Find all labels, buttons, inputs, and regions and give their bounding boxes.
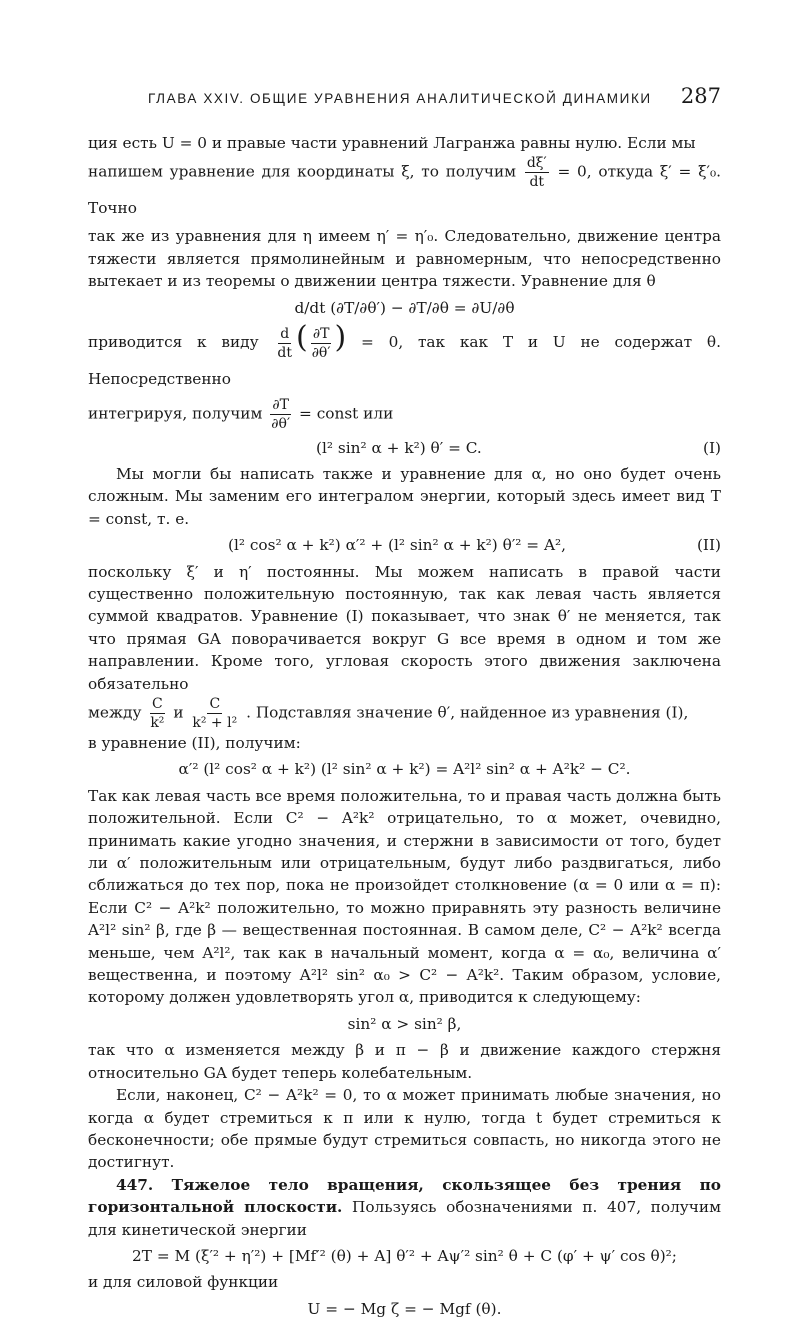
equation-force-function — [88, 1298, 721, 1320]
paragraph-8 — [88, 1174, 721, 1241]
equation-theta-lagrange — [88, 297, 721, 319]
paragraph-4-last: в уравнение (II), получим: — [88, 734, 301, 752]
text-fragment: = 0, откуда ξ′ = ξ′₀. Точно — [88, 162, 722, 218]
equation-inequality — [88, 1013, 721, 1035]
fraction-denominator: k² — [150, 715, 165, 731]
text-fragment: Пользуясь обозначениями п. 407, получим для кинетической энергии — [88, 1198, 721, 1239]
equation-III — [88, 758, 721, 780]
fraction-denominator: k² + l² — [192, 715, 238, 731]
fraction-numerator: C — [209, 696, 221, 712]
paragraph-6: так что α изменяется между β и π − β и движение каждого стержня относительно GA будет теперь колебательным. — [88, 1041, 721, 1082]
equation-text: α′² (l² cos² α + k²) (l² sin² α + k²) = A²l² sin² α + A²k² − C². — [178, 760, 631, 779]
equation-text: d/dt (∂T/∂θ′) − ∂T/∂θ = ∂U/∂θ — [294, 298, 515, 317]
paragraph-2-line-1 — [88, 320, 721, 396]
paragraph-9: и для силовой функции — [88, 1273, 279, 1292]
fraction-dxi-dt — [525, 154, 549, 191]
fraction-C-k2 — [148, 695, 166, 732]
fraction-dT-dtheta-2 — [269, 396, 292, 433]
text-fragment: напишем уравнение для координаты ξ, то получим — [88, 162, 517, 181]
equation-text: (l² sin² α + k²) θ′ = C. — [316, 438, 482, 457]
fraction-dT-dtheta — [310, 325, 333, 362]
paragraph-4-between — [88, 695, 721, 732]
text-fragment: = const или — [299, 404, 394, 423]
section-heading: 447. Тяжелое тело вращения, скользящее без трения по горизонтальной плоскости. — [88, 1175, 721, 1217]
equation-text: U = − Mg ζ = − Mgf (θ). — [307, 1299, 502, 1318]
equation-text: sin² α > sin² β, — [347, 1014, 462, 1033]
equation-text: (l² cos² α + k²) α′² + (l² sin² α + k²) θ′² = A², — [228, 536, 567, 555]
page-number: 287 — [680, 84, 721, 108]
fraction-numerator: C — [152, 696, 163, 712]
fraction-d-dt — [275, 325, 294, 362]
equation-I — [88, 437, 721, 459]
equation-tag: (I) — [703, 438, 721, 457]
paragraph-4: поскольку ξ′ и η′ постоянны. Мы можем написать в правой части существенно положительную постоянную, так как левая часть является суммой квадратов. Уравнение (I) показывает, что знак θ′ не меняется, так что прямая GA поворачивается вокруг G все время в одном и том же направлении. Кроме того, угловая скорость этого движения заключена обязательно — [88, 562, 721, 693]
fraction-numerator: dξ′ — [526, 155, 547, 172]
fraction-numerator: ∂T — [272, 396, 289, 413]
equation-text: 2T = M (ξ′² + η′²) + [Mf′² (θ) + A] θ′² + Aψ′² sin² θ + C (φ′ + ψ′ cos θ)²; — [132, 1246, 677, 1265]
fraction-denominator: dt — [529, 174, 545, 191]
paragraph-7: Если, наконец, C² − A²k² = 0, то α может принимать любые значения, но когда α будет стремиться к π или к нулю, тогда t будет стремиться к бесконечности; обе прямые будут стремиться совпасть, но никогда этого не достигнут. — [88, 1086, 721, 1172]
text-fragment: и — [173, 703, 184, 722]
paragraph-1-rest: так же из уравнения для η имеем η′ = η′₀. Следовательно, движение центра тяжести является прямолинейным и равномерным, что непосредственно вытекает и из теоремы о движении центра тяжести. Уравнение для θ — [88, 227, 721, 291]
text-fragment: интегрируя, получим — [88, 404, 263, 423]
fraction-denominator: ∂θ′ — [311, 344, 331, 361]
running-title: ГЛАВА XXIV. ОБЩИЕ УРАВНЕНИЯ АНАЛИТИЧЕСКОЙ ДИНАМИКИ — [148, 91, 652, 106]
paragraph-2-line-2 — [88, 396, 721, 433]
text-fragment: между — [88, 703, 142, 722]
paragraph-5: Так как левая часть все время положительна, то и правая часть должна быть положительной. Если C² − A²k² отрицательно, то α может, очевидно, принимать какие угодно значения, и стержни в зависимости от того, будет ли α′ положительным или отрицательным, будут либо раздвигаться, либо сближаться до тех пор, пока не произойдет столкновение (α = 0 или α = π): Если C² − A²k² положительно, то можно приравнять эту разность величине A²l² sin² β, где β — вещественная постоянная. В самом деле, C² − A²k² всегда меньше, чем A²l², так как в начальный момент, когда α = α₀, величина α′ вещественна, и поэтому A²l² sin² α₀ > C² − A²k². Таким образом, условие, которому должен удовлетворять угол α, приводится к следующему: — [88, 786, 721, 1007]
running-header — [148, 84, 721, 108]
equation-II — [88, 534, 721, 556]
equation-kinetic-energy — [88, 1245, 721, 1267]
fraction-C-k2l2 — [190, 695, 239, 732]
text-fragment: приводится к виду — [88, 333, 259, 352]
text-fragment: = 0, так как T и U не содержат θ. Непосредственно — [88, 333, 721, 388]
close-paren: ) — [334, 320, 347, 356]
equation-tag: (II) — [696, 536, 721, 555]
paragraph-3: Мы могли бы написать также и уравнение для α, но оно будет очень сложным. Мы заменим его интегралом энергии, который здесь имеет вид T = const, т. е. — [88, 464, 721, 528]
text-fragment: . Подставляя значение θ′, найденное из уравнения (I), — [246, 703, 689, 722]
fraction-numerator: d — [280, 325, 290, 342]
fraction-denominator: dt — [277, 344, 292, 361]
fraction-denominator: ∂θ′ — [271, 415, 291, 432]
open-paren: ( — [295, 320, 308, 356]
paragraph-1-line-1: ция есть U = 0 и правые части уравнений Лагранжа равны нулю. Если мы — [88, 134, 696, 152]
fraction-numerator: ∂T — [312, 325, 330, 342]
paragraph-1-line-2 — [88, 154, 721, 225]
body-text — [88, 132, 721, 1320]
